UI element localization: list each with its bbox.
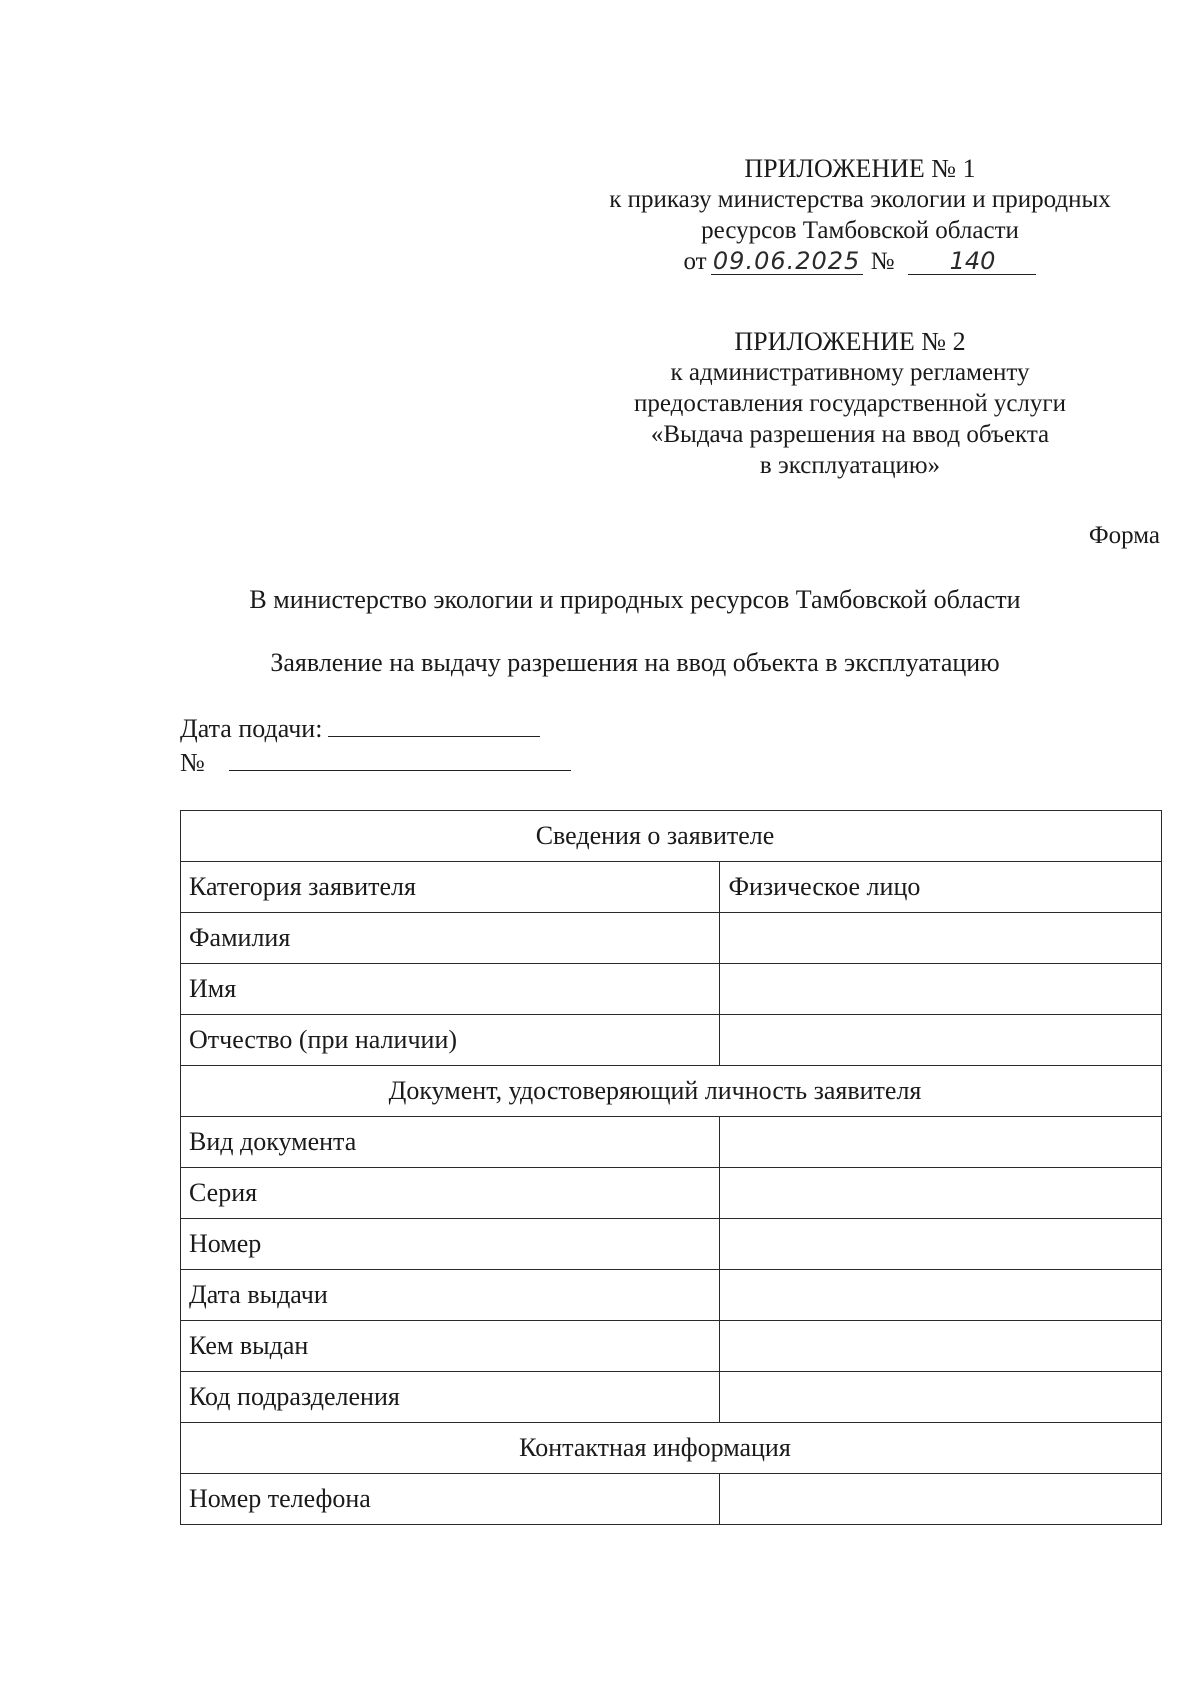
row-value[interactable]	[720, 1372, 1162, 1423]
table-row	[181, 862, 1162, 913]
annex-2-title: ПРИЛОЖЕНИЕ № 2	[734, 327, 966, 356]
section-contact-title: Контактная информация	[181, 1423, 1162, 1474]
table-row	[181, 1474, 1162, 1525]
row-value[interactable]	[720, 1474, 1162, 1525]
submission-number-label: №	[180, 748, 205, 777]
order-number-prefix: №	[870, 248, 895, 275]
table-row	[181, 964, 1162, 1015]
annex-1-line-1: к приказу министерства экологии и природных	[609, 186, 1111, 213]
addressee: В министерство экологии и природных ресурсов Тамбовской области	[249, 585, 1021, 614]
row-value[interactable]	[720, 913, 1162, 964]
annex-1-line-2: ресурсов Тамбовской области	[701, 217, 1019, 244]
row-value[interactable]	[720, 1117, 1162, 1168]
row-label: Отчество (при наличии)	[181, 1015, 720, 1066]
order-number-handwritten: 140	[908, 248, 1036, 275]
annex-2-line-2: предоставления государственной услуги	[633, 390, 1067, 417]
section-row	[181, 1066, 1162, 1117]
row-label: Имя	[181, 964, 720, 1015]
row-label: Фамилия	[181, 913, 720, 964]
section-row	[181, 811, 1162, 862]
row-label: Номер	[181, 1219, 720, 1270]
form-label: Форма	[1088, 522, 1160, 549]
row-value[interactable]	[720, 1015, 1162, 1066]
section-applicant-title: Сведения о заявителе	[181, 811, 1162, 862]
section-document-title: Документ, удостоверяющий личность заявителя	[181, 1066, 1162, 1117]
row-value[interactable]	[720, 1270, 1162, 1321]
submission-date-field[interactable]	[328, 714, 540, 737]
table-row	[181, 1219, 1162, 1270]
row-label: Номер телефона	[181, 1474, 720, 1525]
table-row	[181, 1015, 1162, 1066]
row-label: Серия	[181, 1168, 720, 1219]
row-label: Категория заявителя	[181, 862, 720, 913]
row-value[interactable]	[720, 1321, 1162, 1372]
order-date-prefix: от	[683, 248, 707, 275]
order-date-handwritten: 09.06.2025	[711, 248, 863, 275]
row-value[interactable]	[720, 1219, 1162, 1270]
submission-date-label: Дата подачи:	[180, 714, 323, 743]
submission-block	[180, 712, 571, 780]
annex-2-line-1: к административному регламенту	[670, 359, 1030, 386]
table-row	[181, 1372, 1162, 1423]
table-row	[181, 913, 1162, 964]
row-value[interactable]	[720, 964, 1162, 1015]
table-row	[181, 1168, 1162, 1219]
row-value[interactable]	[720, 1168, 1162, 1219]
table-row	[181, 1270, 1162, 1321]
annex-1-header	[560, 153, 1160, 277]
submission-number-field[interactable]	[229, 748, 571, 771]
table-row	[181, 1321, 1162, 1372]
order-reference	[684, 246, 1037, 277]
submission-date-row	[180, 712, 571, 746]
submission-number-row	[180, 746, 571, 780]
annex-2-header	[600, 326, 1100, 481]
table-row	[181, 1117, 1162, 1168]
annex-2-line-3: «Выдача разрешения на ввод объекта	[650, 421, 1050, 448]
row-label: Вид документа	[181, 1117, 720, 1168]
form-title: Заявление на выдачу разрешения на ввод объекта в эксплуатацию	[270, 648, 1000, 677]
annex-1-title: ПРИЛОЖЕНИЕ № 1	[744, 154, 976, 183]
row-label: Код подразделения	[181, 1372, 720, 1423]
section-row	[181, 1423, 1162, 1474]
row-label: Кем выдан	[181, 1321, 720, 1372]
annex-2-line-4: в эксплуатацию»	[759, 452, 941, 479]
row-label: Дата выдачи	[181, 1270, 720, 1321]
applicant-table	[180, 810, 1162, 1525]
row-value[interactable]: Физическое лицо	[720, 862, 1162, 913]
